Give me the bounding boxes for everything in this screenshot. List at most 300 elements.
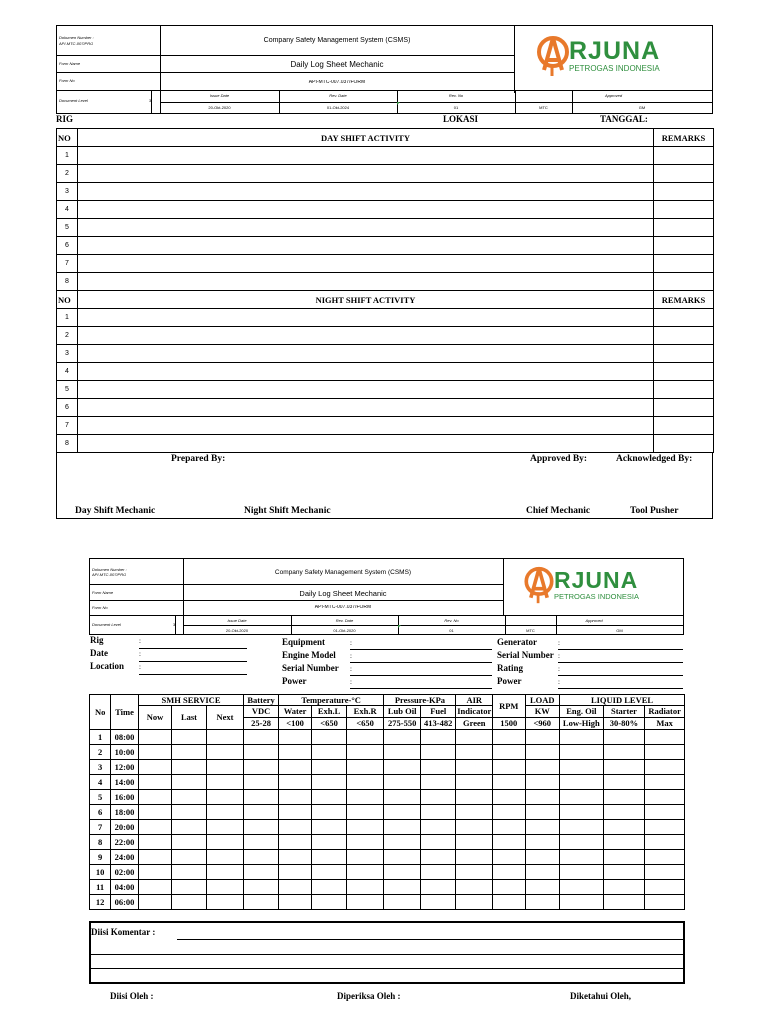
log-cell[interactable] — [493, 835, 525, 850]
log-cell[interactable] — [206, 760, 244, 775]
log-cell[interactable] — [312, 790, 347, 805]
log-cell[interactable] — [312, 760, 347, 775]
doc-level: 3 — [149, 99, 152, 103]
night-shift-row — [57, 399, 714, 417]
row-number: 2 — [57, 327, 78, 345]
log-cell[interactable] — [603, 790, 645, 805]
issue-date: 20-Okt-2020 — [208, 106, 231, 110]
log-cell[interactable] — [138, 805, 172, 820]
activity-cell[interactable] — [78, 201, 654, 219]
remarks-cell[interactable] — [654, 147, 714, 165]
log-cell[interactable] — [384, 895, 421, 910]
log-cell[interactable] — [312, 850, 347, 865]
log-cell[interactable] — [525, 865, 560, 880]
remarks-cell[interactable] — [654, 255, 714, 273]
log-cell[interactable] — [244, 790, 279, 805]
night-shift-row — [57, 363, 714, 381]
rev-no-label: Rev. No — [448, 94, 464, 98]
log-cell[interactable] — [645, 805, 685, 820]
log-cell[interactable] — [138, 880, 172, 895]
log-cell[interactable] — [244, 880, 279, 895]
gen-serial-number-field[interactable] — [558, 662, 683, 663]
rating-field[interactable] — [558, 675, 683, 676]
log-cell[interactable] — [244, 820, 279, 835]
log-cell[interactable] — [645, 820, 685, 835]
log-cell[interactable] — [384, 880, 421, 895]
log-cell[interactable] — [172, 805, 207, 820]
log-cell[interactable] — [420, 805, 456, 820]
log-cell[interactable] — [278, 835, 312, 850]
log-cell[interactable] — [456, 835, 493, 850]
day-shift-mechanic: Day Shift Mechanic — [75, 506, 156, 516]
log-cell[interactable] — [278, 745, 312, 760]
activity-cell[interactable] — [78, 255, 654, 273]
log-cell[interactable] — [206, 880, 244, 895]
log-cell[interactable] — [420, 790, 456, 805]
log-cell[interactable] — [420, 850, 456, 865]
issue-date-label-2: Issue Date — [227, 619, 247, 623]
gen-serial-number-colon: : — [558, 652, 560, 660]
log-cell[interactable] — [525, 820, 560, 835]
log-cell[interactable] — [206, 745, 244, 760]
log-cell[interactable] — [420, 775, 456, 790]
col-battery: Battery — [244, 695, 279, 706]
log-cell[interactable] — [244, 760, 279, 775]
log-cell[interactable] — [525, 895, 560, 910]
serial-number-field[interactable] — [350, 675, 492, 676]
log-cell[interactable] — [560, 880, 604, 895]
log-cell[interactable] — [525, 850, 560, 865]
log-cell[interactable] — [420, 760, 456, 775]
log-cell[interactable] — [456, 880, 493, 895]
log-cell[interactable] — [384, 805, 421, 820]
activity-cell[interactable] — [78, 273, 654, 291]
log-cell[interactable] — [603, 730, 645, 745]
log-cell[interactable] — [645, 760, 685, 775]
col-smh-last: Last — [172, 706, 207, 730]
log-cell[interactable] — [312, 895, 347, 910]
activity-cell[interactable] — [78, 219, 654, 237]
serial-number-label: Serial Number — [282, 663, 339, 673]
log-cell[interactable] — [456, 820, 493, 835]
rev-no-label-2: Rev. No — [444, 619, 459, 623]
log-cell[interactable] — [206, 865, 244, 880]
log-cell[interactable] — [384, 850, 421, 865]
log-cell[interactable] — [278, 805, 312, 820]
log-row — [90, 775, 685, 790]
log-cell[interactable] — [493, 790, 525, 805]
power-label: Power — [282, 676, 307, 686]
day-shift-title: DAY SHIFT ACTIVITY — [78, 129, 654, 147]
log-row-time: 14:00 — [111, 775, 138, 790]
log-cell[interactable] — [420, 880, 456, 895]
log-row — [90, 865, 685, 880]
log-cell[interactable] — [172, 895, 207, 910]
log-cell[interactable] — [645, 775, 685, 790]
log-cell[interactable] — [278, 895, 312, 910]
remarks-cell[interactable] — [654, 399, 714, 417]
log-cell[interactable] — [384, 865, 421, 880]
log-cell[interactable] — [138, 745, 172, 760]
rig-label-2: Rig — [90, 635, 104, 645]
log-cell[interactable] — [384, 745, 421, 760]
generator-field[interactable] — [558, 649, 683, 650]
date-field[interactable] — [139, 661, 247, 662]
log-row — [90, 730, 685, 745]
log-row — [90, 745, 685, 760]
log-cell[interactable] — [244, 865, 279, 880]
log-cell[interactable] — [172, 850, 207, 865]
log-cell[interactable] — [560, 895, 604, 910]
activity-cell[interactable] — [78, 309, 654, 327]
remarks-cell[interactable] — [654, 327, 714, 345]
row-number: 2 — [57, 165, 78, 183]
rig-field[interactable] — [139, 648, 247, 649]
night-shift-row — [57, 381, 714, 399]
log-cell[interactable] — [560, 850, 604, 865]
log-cell[interactable] — [384, 760, 421, 775]
log-cell[interactable] — [312, 880, 347, 895]
activity-cell[interactable] — [78, 399, 654, 417]
comment-line-3[interactable] — [91, 968, 683, 969]
log-cell[interactable] — [456, 775, 493, 790]
engine-model-field[interactable] — [350, 662, 492, 663]
rig-colon: : — [139, 637, 141, 645]
form-no-label: Form No — [59, 79, 75, 83]
rev-date: 01-Okt-2024 — [326, 106, 350, 110]
log-row-time: 10:00 — [111, 745, 138, 760]
col-no: No — [90, 695, 111, 730]
log-row-number: 5 — [90, 790, 111, 805]
log-cell[interactable] — [206, 835, 244, 850]
log-cell[interactable] — [312, 775, 347, 790]
activity-cell[interactable] — [78, 363, 654, 381]
log-cell[interactable] — [346, 865, 384, 880]
log-cell[interactable] — [603, 805, 645, 820]
water-range: <100 — [278, 718, 312, 730]
log-cell[interactable] — [312, 745, 347, 760]
log-cell[interactable] — [346, 745, 384, 760]
log-cell[interactable] — [645, 745, 685, 760]
log-cell[interactable] — [525, 775, 560, 790]
log-row — [90, 820, 685, 835]
log-cell[interactable] — [603, 880, 645, 895]
day-shift-row — [57, 165, 714, 183]
remarks-cell[interactable] — [654, 345, 714, 363]
location-colon: : — [139, 663, 141, 671]
log-cell[interactable] — [312, 835, 347, 850]
log-cell[interactable] — [456, 895, 493, 910]
log-cell[interactable] — [493, 850, 525, 865]
filled-by: Diisi Oleh : — [110, 991, 154, 1001]
log-cell[interactable] — [138, 820, 172, 835]
form-number-2: API-MTC-007.037/FORM — [314, 605, 372, 610]
log-cell[interactable] — [384, 835, 421, 850]
col-exh-l: Exh.L — [312, 706, 347, 718]
log-cell[interactable] — [603, 850, 645, 865]
day-shift-row — [57, 273, 714, 291]
night-shift-mechanic: Night Shift Mechanic — [244, 506, 331, 516]
logo-subtitle: PETROGAS INDONESIA — [569, 64, 660, 73]
power-field[interactable] — [350, 688, 492, 689]
remarks-cell[interactable] — [654, 435, 714, 453]
log-cell[interactable] — [138, 760, 172, 775]
log-cell[interactable] — [312, 865, 347, 880]
log-cell[interactable] — [645, 895, 685, 910]
remarks-cell[interactable] — [654, 237, 714, 255]
col-smh-service: SMH SERVICE — [138, 695, 244, 706]
log-cell[interactable] — [172, 835, 207, 850]
log-cell[interactable] — [312, 805, 347, 820]
log-cell[interactable] — [206, 730, 244, 745]
log-cell[interactable] — [560, 865, 604, 880]
log-cell[interactable] — [138, 865, 172, 880]
log-cell[interactable] — [456, 745, 493, 760]
remarks-cell[interactable] — [654, 273, 714, 291]
remarks-cell[interactable] — [654, 183, 714, 201]
log-cell[interactable] — [493, 760, 525, 775]
log-cell[interactable] — [645, 850, 685, 865]
log-cell[interactable] — [172, 820, 207, 835]
log-cell[interactable] — [244, 835, 279, 850]
log-cell[interactable] — [560, 805, 604, 820]
log-cell[interactable] — [420, 865, 456, 880]
log-cell[interactable] — [493, 895, 525, 910]
form-number: API-MTC-007.037/FORM — [308, 80, 366, 85]
log-cell[interactable] — [493, 880, 525, 895]
eng-oil-range: Low-High — [560, 718, 604, 730]
log-cell[interactable] — [525, 730, 560, 745]
log-cell[interactable] — [244, 745, 279, 760]
log-cell[interactable] — [560, 790, 604, 805]
log-cell[interactable] — [420, 895, 456, 910]
log-cell[interactable] — [525, 790, 560, 805]
load-range: <960 — [525, 718, 560, 730]
log-cell[interactable] — [172, 790, 207, 805]
rev-date-label-2: Rev. Date — [335, 619, 354, 623]
night-shift-row — [57, 417, 714, 435]
log-cell[interactable] — [278, 760, 312, 775]
activity-cell[interactable] — [78, 435, 654, 453]
log-cell[interactable] — [346, 850, 384, 865]
activity-cell[interactable] — [78, 237, 654, 255]
issue-date-2: 20-Okt-2020 — [225, 629, 249, 633]
log-cell[interactable] — [384, 820, 421, 835]
generator-label: Generator — [497, 637, 537, 647]
engine-model-label: Engine Model — [282, 650, 336, 660]
starter-range: 30-80% — [603, 718, 645, 730]
log-cell[interactable] — [456, 805, 493, 820]
log-cell[interactable] — [456, 790, 493, 805]
comment-line-1[interactable] — [177, 939, 683, 940]
log-cell[interactable] — [278, 730, 312, 745]
day-remarks-header: REMARKS — [654, 129, 714, 147]
remarks-cell[interactable] — [654, 417, 714, 435]
log-cell[interactable] — [172, 745, 207, 760]
log-cell[interactable] — [525, 760, 560, 775]
log-cell[interactable] — [206, 790, 244, 805]
log-cell[interactable] — [172, 775, 207, 790]
log-cell[interactable] — [603, 895, 645, 910]
col-exh-r: Exh.R — [346, 706, 384, 718]
col-water: Water — [278, 706, 312, 718]
log-cell[interactable] — [560, 745, 604, 760]
day-shift-row — [57, 183, 714, 201]
log-cell[interactable] — [172, 865, 207, 880]
doc-number-label: Dokumen Number : — [59, 36, 94, 40]
log-cell[interactable] — [493, 730, 525, 745]
log-cell[interactable] — [138, 730, 172, 745]
log-cell[interactable] — [525, 745, 560, 760]
log-cell[interactable] — [560, 835, 604, 850]
log-cell[interactable] — [456, 760, 493, 775]
log-cell[interactable] — [346, 835, 384, 850]
log-cell[interactable] — [645, 880, 685, 895]
log-cell[interactable] — [603, 820, 645, 835]
log-row — [90, 835, 685, 850]
log-cell[interactable] — [138, 775, 172, 790]
remarks-cell[interactable] — [654, 165, 714, 183]
remarks-cell[interactable] — [654, 201, 714, 219]
row-number: 3 — [57, 183, 78, 201]
activity-cell[interactable] — [78, 147, 654, 165]
log-cell[interactable] — [172, 760, 207, 775]
equipment-field[interactable] — [350, 649, 492, 650]
log-cell[interactable] — [525, 805, 560, 820]
log-cell[interactable] — [278, 880, 312, 895]
log-cell[interactable] — [278, 790, 312, 805]
location-field[interactable] — [139, 674, 247, 675]
remarks-cell[interactable] — [654, 219, 714, 237]
day-shift-row — [57, 237, 714, 255]
approved-gm: GM — [638, 106, 646, 110]
log-cell[interactable] — [560, 820, 604, 835]
log-row — [90, 790, 685, 805]
gen-power-label: Power — [497, 676, 522, 686]
col-air: AIR — [456, 695, 493, 706]
log-cell[interactable] — [206, 895, 244, 910]
log-cell[interactable] — [278, 775, 312, 790]
log-row — [90, 895, 685, 910]
log-cell[interactable] — [278, 865, 312, 880]
col-time: Time — [111, 695, 138, 730]
checked-by: Diperiksa Oleh : — [337, 991, 401, 1001]
log-cell[interactable] — [493, 865, 525, 880]
log-cell[interactable] — [420, 745, 456, 760]
log-cell[interactable] — [206, 805, 244, 820]
approved-mtc-2: MTC — [526, 629, 535, 633]
row-number: 1 — [57, 147, 78, 165]
log-cell[interactable] — [493, 805, 525, 820]
row-number: 7 — [57, 417, 78, 435]
log-cell[interactable] — [278, 850, 312, 865]
log-cell[interactable] — [525, 880, 560, 895]
exh-r-range: <650 — [346, 718, 384, 730]
log-cell[interactable] — [603, 760, 645, 775]
log-cell[interactable] — [206, 820, 244, 835]
log-cell[interactable] — [456, 730, 493, 745]
log-cell[interactable] — [603, 865, 645, 880]
remarks-cell[interactable] — [654, 363, 714, 381]
log-cell[interactable] — [206, 775, 244, 790]
log-cell[interactable] — [244, 730, 279, 745]
log-cell[interactable] — [138, 850, 172, 865]
remarks-cell[interactable] — [654, 309, 714, 327]
log-cell[interactable] — [645, 790, 685, 805]
log-cell[interactable] — [346, 820, 384, 835]
log-cell[interactable] — [420, 820, 456, 835]
log-cell[interactable] — [420, 730, 456, 745]
log-cell[interactable] — [172, 880, 207, 895]
log-cell[interactable] — [172, 730, 207, 745]
log-cell[interactable] — [525, 835, 560, 850]
log-cell[interactable] — [312, 820, 347, 835]
log-cell[interactable] — [645, 730, 685, 745]
log-cell[interactable] — [346, 880, 384, 895]
log-cell[interactable] — [346, 895, 384, 910]
log-cell[interactable] — [244, 850, 279, 865]
activity-cell[interactable] — [78, 417, 654, 435]
activity-cell[interactable] — [78, 327, 654, 345]
log-cell[interactable] — [493, 775, 525, 790]
log-cell[interactable] — [420, 835, 456, 850]
log-cell[interactable] — [244, 895, 279, 910]
log-cell[interactable] — [493, 745, 525, 760]
log-cell[interactable] — [278, 820, 312, 835]
log-cell[interactable] — [346, 775, 384, 790]
log-cell[interactable] — [206, 850, 244, 865]
night-shift-row — [57, 345, 714, 363]
log-cell[interactable] — [456, 865, 493, 880]
log-cell[interactable] — [560, 775, 604, 790]
log-cell[interactable] — [493, 820, 525, 835]
activity-cell[interactable] — [78, 345, 654, 363]
gen-power-field[interactable] — [558, 688, 683, 689]
log-cell[interactable] — [138, 790, 172, 805]
log-cell[interactable] — [603, 745, 645, 760]
log-cell[interactable] — [384, 790, 421, 805]
log-cell[interactable] — [456, 850, 493, 865]
log-cell[interactable] — [346, 805, 384, 820]
log-cell[interactable] — [138, 895, 172, 910]
form-no-label-2: Form No — [92, 606, 108, 610]
activity-cell[interactable] — [78, 165, 654, 183]
log-cell[interactable] — [312, 730, 347, 745]
activity-cell[interactable] — [78, 381, 654, 399]
doc-number: API-MTC-007/PRO — [59, 42, 94, 46]
log-cell[interactable] — [138, 835, 172, 850]
remarks-cell[interactable] — [654, 381, 714, 399]
log-cell[interactable] — [603, 775, 645, 790]
log-cell[interactable] — [645, 835, 685, 850]
log-cell[interactable] — [346, 760, 384, 775]
activity-cell[interactable] — [78, 183, 654, 201]
log-cell[interactable] — [244, 805, 279, 820]
log-cell[interactable] — [560, 760, 604, 775]
log-cell[interactable] — [346, 790, 384, 805]
night-shift-row — [57, 309, 714, 327]
log-cell[interactable] — [384, 730, 421, 745]
log-cell[interactable] — [346, 730, 384, 745]
log-cell[interactable] — [560, 730, 604, 745]
log-cell[interactable] — [645, 865, 685, 880]
comment-line-2[interactable] — [91, 954, 683, 955]
log-cell[interactable] — [384, 775, 421, 790]
tanggal-label: TANGGAL: — [600, 114, 648, 124]
log-cell[interactable] — [603, 835, 645, 850]
log-cell[interactable] — [244, 775, 279, 790]
arjuna-logo-2 — [522, 565, 639, 605]
